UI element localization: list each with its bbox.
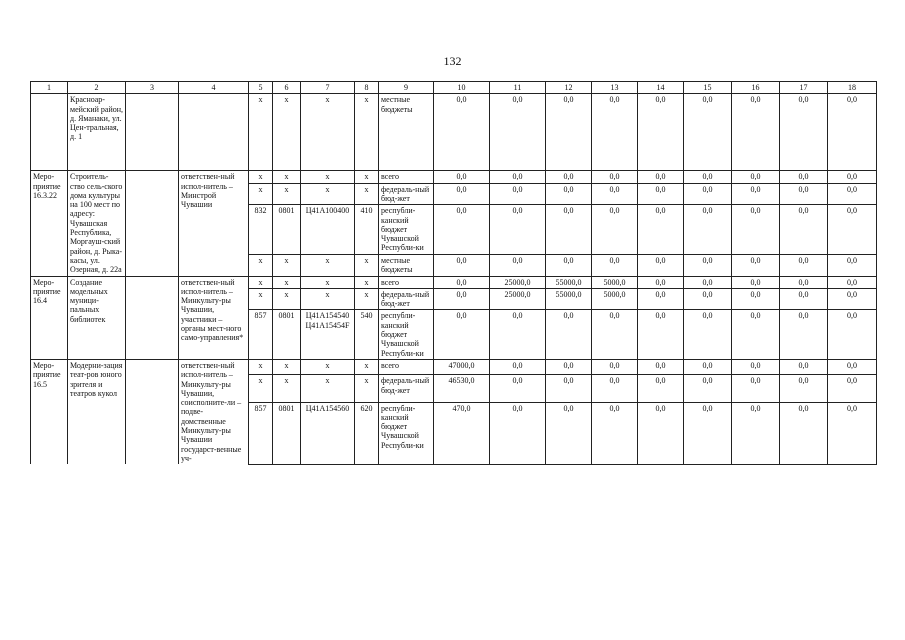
column-header: 10 — [434, 82, 490, 94]
code-cell: x — [249, 276, 273, 288]
value-cell: 0,0 — [684, 254, 732, 276]
code-cell: x — [355, 254, 379, 276]
code-cell: 0801 — [273, 402, 301, 464]
table-row — [31, 171, 877, 183]
value-cell: 0,0 — [732, 94, 780, 171]
value-cell: 0,0 — [732, 183, 780, 205]
code-cell: x — [301, 254, 355, 276]
funding-source: всего — [379, 359, 434, 374]
value-cell: 0,0 — [592, 310, 638, 359]
value-cell: 0,0 — [780, 94, 828, 171]
value-cell: 0,0 — [780, 254, 828, 276]
code-cell: x — [273, 254, 301, 276]
value-cell: 0,0 — [638, 94, 684, 171]
measure-name: Красноар-мейский район, д. Яманаки, ул. Цен-тральная, д. 1 — [68, 94, 126, 171]
value-cell: 0,0 — [638, 171, 684, 183]
column-header: 14 — [638, 82, 684, 94]
value-cell: 0,0 — [434, 310, 490, 359]
value-cell: 0,0 — [592, 359, 638, 374]
code-cell: x — [355, 183, 379, 205]
value-cell: 0,0 — [828, 276, 877, 288]
value-cell: 0,0 — [592, 183, 638, 205]
funding-source: республи-канский бюджет Чувашской Республи-ки — [379, 402, 434, 464]
code-cell: x — [249, 94, 273, 171]
value-cell: 0,0 — [546, 183, 592, 205]
code-cell: 857 — [249, 310, 273, 359]
code-cell: 540 — [355, 310, 379, 359]
value-cell: 0,0 — [684, 375, 732, 402]
code-cell: 620 — [355, 402, 379, 464]
value-cell: 0,0 — [732, 359, 780, 374]
funding-source: всего — [379, 171, 434, 183]
code-cell: 857 — [249, 402, 273, 464]
code-cell: Ц41А154540 Ц41А15454F — [301, 310, 355, 359]
empty-cell — [126, 94, 179, 171]
value-cell: 0,0 — [592, 254, 638, 276]
code-cell: 832 — [249, 205, 273, 255]
value-cell: 0,0 — [434, 171, 490, 183]
value-cell: 0,0 — [546, 171, 592, 183]
value-cell: 0,0 — [732, 171, 780, 183]
code-cell: x — [301, 171, 355, 183]
measure-number: Меро-приятие 16.4 — [31, 276, 68, 359]
value-cell: 0,0 — [490, 205, 546, 255]
value-cell: 25000,0 — [490, 276, 546, 288]
column-header: 8 — [355, 82, 379, 94]
value-cell: 0,0 — [828, 171, 877, 183]
value-cell: 0,0 — [490, 171, 546, 183]
value-cell: 0,0 — [684, 359, 732, 374]
code-cell: x — [355, 288, 379, 310]
table-row — [31, 276, 877, 288]
column-header: 16 — [732, 82, 780, 94]
code-cell: Ц41А154560 — [301, 402, 355, 464]
value-cell: 0,0 — [490, 183, 546, 205]
value-cell: 0,0 — [828, 359, 877, 374]
value-cell: 0,0 — [732, 375, 780, 402]
code-cell: x — [355, 171, 379, 183]
measure-name: Модерни-зация теат-ров юного зрителя и театров кукол — [68, 359, 126, 464]
column-header: 17 — [780, 82, 828, 94]
header-row — [31, 82, 877, 94]
code-cell: x — [301, 359, 355, 374]
value-cell: 0,0 — [638, 276, 684, 288]
value-cell: 55000,0 — [546, 288, 592, 310]
value-cell: 5000,0 — [592, 276, 638, 288]
value-cell: 0,0 — [490, 310, 546, 359]
value-cell: 0,0 — [780, 359, 828, 374]
value-cell: 0,0 — [638, 375, 684, 402]
funding-source: федераль-ный бюд-жет — [379, 183, 434, 205]
funding-source: республи-канский бюджет Чувашской Республи-ки — [379, 310, 434, 359]
value-cell: 0,0 — [546, 310, 592, 359]
value-cell: 0,0 — [684, 171, 732, 183]
value-cell: 0,0 — [490, 94, 546, 171]
value-cell: 0,0 — [490, 359, 546, 374]
code-cell: x — [301, 288, 355, 310]
value-cell: 0,0 — [434, 94, 490, 171]
code-cell: x — [249, 254, 273, 276]
value-cell: 0,0 — [684, 402, 732, 464]
value-cell: 0,0 — [732, 276, 780, 288]
value-cell: 25000,0 — [490, 288, 546, 310]
value-cell: 0,0 — [490, 254, 546, 276]
value-cell: 55000,0 — [546, 276, 592, 288]
code-cell: x — [301, 375, 355, 402]
code-cell: x — [249, 375, 273, 402]
value-cell: 0,0 — [546, 254, 592, 276]
code-cell: x — [273, 171, 301, 183]
value-cell: 0,0 — [780, 276, 828, 288]
measure-number: Меро-приятие 16.3.22 — [31, 171, 68, 276]
value-cell: 0,0 — [684, 183, 732, 205]
code-cell: x — [301, 94, 355, 171]
value-cell: 0,0 — [732, 402, 780, 464]
column-header: 2 — [68, 82, 126, 94]
value-cell: 0,0 — [828, 288, 877, 310]
code-cell: x — [249, 359, 273, 374]
value-cell: 0,0 — [434, 276, 490, 288]
code-cell: x — [301, 276, 355, 288]
column-header: 3 — [126, 82, 179, 94]
value-cell: 0,0 — [684, 205, 732, 255]
code-cell: 0801 — [273, 310, 301, 359]
funding-source: всего — [379, 276, 434, 288]
value-cell: 0,0 — [780, 402, 828, 464]
column-header: 18 — [828, 82, 877, 94]
column-header: 4 — [179, 82, 249, 94]
value-cell: 0,0 — [638, 254, 684, 276]
table-body — [31, 82, 877, 465]
table-row — [31, 359, 877, 374]
measure-name: Строитель-ство сель-ского дома культуры на 100 мест по адресу: Чувашская Республика, Моргауш-ский район, д. Рыка-касы, ул. Озерная, д. 22а — [68, 171, 126, 276]
value-cell: 0,0 — [780, 288, 828, 310]
column-header: 11 — [490, 82, 546, 94]
empty-cell — [126, 171, 179, 276]
value-cell: 0,0 — [828, 205, 877, 255]
value-cell: 0,0 — [434, 183, 490, 205]
funding-source: республи-канский бюджет Чувашской Республи-ки — [379, 205, 434, 255]
value-cell: 0,0 — [434, 205, 490, 255]
value-cell: 0,0 — [732, 288, 780, 310]
code-cell: x — [273, 183, 301, 205]
value-cell: 0,0 — [592, 94, 638, 171]
code-cell: 0801 — [273, 205, 301, 255]
code-cell: x — [249, 288, 273, 310]
value-cell: 0,0 — [828, 375, 877, 402]
value-cell: 0,0 — [592, 205, 638, 255]
value-cell: 0,0 — [684, 276, 732, 288]
value-cell: 0,0 — [546, 359, 592, 374]
funding-source: федераль-ный бюд-жет — [379, 288, 434, 310]
measure-name: Создание модельных муници-пальных библиотек — [68, 276, 126, 359]
code-cell: x — [355, 276, 379, 288]
responsible-executor: ответствен-ный испол-нитель – Минстрой Чувашии — [179, 171, 249, 276]
value-cell: 0,0 — [684, 94, 732, 171]
column-header: 9 — [379, 82, 434, 94]
code-cell: x — [355, 375, 379, 402]
measure-number: Меро-приятие 16.5 — [31, 359, 68, 464]
column-header: 15 — [684, 82, 732, 94]
value-cell: 0,0 — [638, 288, 684, 310]
value-cell: 0,0 — [780, 183, 828, 205]
value-cell: 0,0 — [638, 205, 684, 255]
code-cell: x — [273, 375, 301, 402]
empty-cell — [179, 94, 249, 171]
value-cell: 0,0 — [546, 205, 592, 255]
table-row — [31, 94, 877, 171]
value-cell: 0,0 — [732, 310, 780, 359]
value-cell: 0,0 — [684, 288, 732, 310]
value-cell: 0,0 — [684, 310, 732, 359]
value-cell: 0,0 — [638, 183, 684, 205]
column-header: 12 — [546, 82, 592, 94]
value-cell: 0,0 — [490, 375, 546, 402]
funding-source: федераль-ный бюд-жет — [379, 375, 434, 402]
column-header: 1 — [31, 82, 68, 94]
value-cell: 0,0 — [828, 310, 877, 359]
value-cell: 0,0 — [638, 310, 684, 359]
page-number: 132 — [443, 54, 462, 68]
funding-source: местные бюджеты — [379, 254, 434, 276]
empty-cell — [126, 276, 179, 359]
value-cell: 47000,0 — [434, 359, 490, 374]
value-cell: 0,0 — [592, 375, 638, 402]
value-cell: 0,0 — [828, 94, 877, 171]
funding-source: местные бюджеты — [379, 94, 434, 171]
value-cell: 470,0 — [434, 402, 490, 464]
code-cell: x — [273, 359, 301, 374]
code-cell: Ц41А100400 — [301, 205, 355, 255]
value-cell: 0,0 — [546, 94, 592, 171]
value-cell: 0,0 — [638, 402, 684, 464]
value-cell: 5000,0 — [592, 288, 638, 310]
code-cell: x — [273, 94, 301, 171]
value-cell: 0,0 — [828, 254, 877, 276]
value-cell: 0,0 — [828, 183, 877, 205]
empty-cell — [126, 359, 179, 464]
code-cell: x — [249, 183, 273, 205]
value-cell: 0,0 — [490, 402, 546, 464]
value-cell: 0,0 — [780, 310, 828, 359]
value-cell: 0,0 — [780, 171, 828, 183]
value-cell: 46530,0 — [434, 375, 490, 402]
value-cell: 0,0 — [592, 171, 638, 183]
code-cell: x — [301, 183, 355, 205]
column-header: 7 — [301, 82, 355, 94]
column-header: 5 — [249, 82, 273, 94]
code-cell: x — [273, 276, 301, 288]
empty-cell — [31, 94, 68, 171]
column-header: 6 — [273, 82, 301, 94]
budget-table — [30, 81, 877, 465]
value-cell: 0,0 — [732, 254, 780, 276]
code-cell: x — [355, 94, 379, 171]
responsible-executor: ответствен-ный испол-нитель – Минкульту-ры Чувашии, соисполните-ли – подве-домственные Минкульту-ры Чувашии государст-венные уч- — [179, 359, 249, 464]
value-cell: 0,0 — [780, 205, 828, 255]
code-cell: 410 — [355, 205, 379, 255]
responsible-executor: ответствен-ный испол-нитель – Минкульту-ры Чувашии, участники – органы мест-ного само-управления* — [179, 276, 249, 359]
value-cell: 0,0 — [732, 205, 780, 255]
column-header: 13 — [592, 82, 638, 94]
value-cell: 0,0 — [434, 254, 490, 276]
value-cell: 0,0 — [592, 402, 638, 464]
code-cell: x — [249, 171, 273, 183]
value-cell: 0,0 — [434, 288, 490, 310]
value-cell: 0,0 — [828, 402, 877, 464]
value-cell: 0,0 — [546, 375, 592, 402]
value-cell: 0,0 — [546, 402, 592, 464]
code-cell: x — [355, 359, 379, 374]
code-cell: x — [273, 288, 301, 310]
value-cell: 0,0 — [638, 359, 684, 374]
value-cell: 0,0 — [780, 375, 828, 402]
